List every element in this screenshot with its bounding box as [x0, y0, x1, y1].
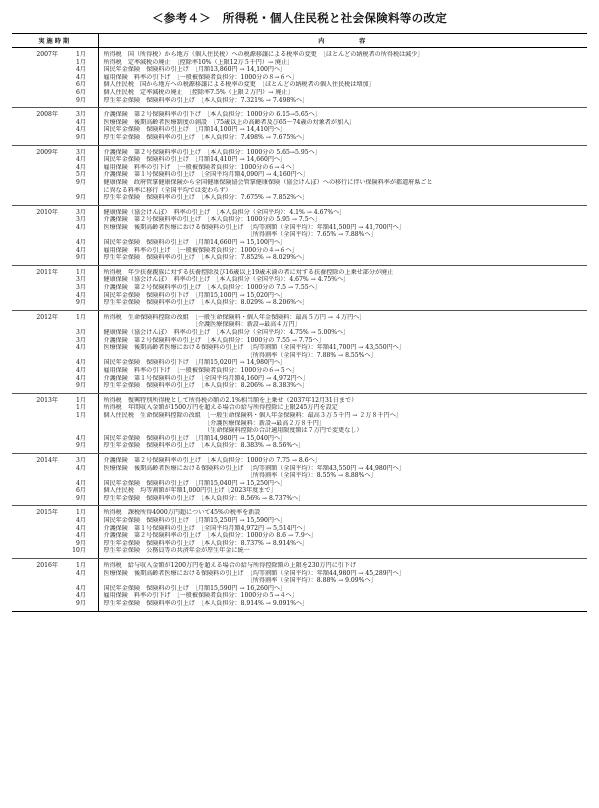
month-label: 6月: [76, 487, 86, 495]
period-cell: [12, 310, 98, 393]
month-label: 3月: [76, 111, 86, 119]
month-label: 4月: [76, 366, 86, 374]
period-line: [12, 224, 98, 232]
year-label: [12, 352, 58, 360]
period-line: [12, 352, 98, 360]
month-label: 9月: [76, 442, 86, 450]
period-cell: [12, 265, 98, 310]
content-line: 雇用保険 料率の引下げ ［一般被保険者負担分：1000分の６→４へ］: [103, 163, 298, 171]
content-cell: [98, 393, 587, 453]
month-label: 4月: [76, 524, 86, 532]
content-line: 介護保険 第１号保険料の引上げ ［全国平均月額4,090円 → 4,160円へ］: [103, 171, 309, 179]
year-label: [12, 420, 58, 428]
period-cell: [12, 453, 98, 506]
month-label: 1月: [76, 58, 86, 66]
month-label: 9月: [76, 96, 86, 104]
content-cell: [98, 310, 587, 393]
year-label: [12, 540, 58, 548]
year-label: [12, 231, 58, 239]
year-label: [12, 427, 58, 435]
content-line: ［所得割率（全国平均）：7.65% → 7.88%へ］: [103, 231, 377, 239]
period-line: [12, 367, 98, 375]
content-line: に異なる料率に移行（全国平均では変わらず）: [103, 186, 232, 194]
year-label: 2008年: [36, 111, 58, 119]
month-label: [58, 321, 86, 329]
content-line: 健康保険（協会けんぽ） 料率の引上げ ［本人負担分（全国平均）：4.75% → 5.00%へ］: [103, 329, 350, 336]
year-label: [12, 284, 58, 292]
content-line: 個人住民税 国から地方への税源移譲による税率の変更 ［ほとんどの納税者の個人住民税は増加］: [103, 81, 375, 89]
month-label: 4月: [76, 569, 86, 577]
content-line: 雇用保険 料率の引下げ ［一般被保険者負担分：1000分の６→５へ］: [103, 366, 298, 374]
month-label: [58, 577, 86, 585]
content-line: 医療保険 後期高齢者医療における保険料の引上げ ［均等割額（全国平均）：年額43,550円 → 44,980円へ］: [103, 464, 405, 472]
month-label: 1月: [76, 51, 86, 58]
year-label: [12, 577, 58, 585]
period-line: [12, 329, 98, 337]
month-label: [58, 427, 86, 435]
year-label: [12, 412, 58, 420]
content-line: 個人住民税 生命保険料控除の改組 ［一般生命保険料・個人年金保険料：最高３万５千円 → ２万８千円へ］: [103, 411, 402, 419]
year-label: [12, 81, 58, 89]
period-line: [12, 314, 98, 322]
content-line: 厚生年金保険 保険料率の引上げ ［本人負担分：7.321% → 7.498%へ］: [103, 96, 309, 104]
period-line: [12, 592, 98, 600]
period-line: [12, 495, 98, 503]
year-label: [12, 367, 58, 375]
period-line: [12, 359, 98, 367]
content-line: ［介護医療保険料：新設→最高２万８千円］: [103, 419, 325, 427]
month-label: 3月: [76, 216, 86, 224]
period-line: [12, 375, 98, 383]
content-line: 個人住民税 均等割額が年額1,000円引上げ［2023年度まで］: [103, 487, 277, 495]
period-line: [12, 156, 98, 164]
month-label: 3月: [76, 148, 86, 156]
period-cell: [12, 205, 98, 265]
content-line: 所得税 年間収入金額が1500万円を超える場合の給与所得控除に上限245万円を設定: [103, 404, 338, 412]
period-line: [12, 465, 98, 473]
year-label: [12, 480, 58, 488]
content-line: 介護保険 第２号保険料率の引上げ ［本人負担分：1000分の 7.5 → 7.55へ］: [103, 284, 321, 292]
month-label: 6月: [76, 81, 86, 89]
year-label: [12, 239, 58, 247]
year-label: [12, 375, 58, 383]
period-line: [12, 276, 98, 284]
period-cell: [12, 559, 98, 612]
period-line: [12, 59, 98, 67]
month-label: 4月: [76, 344, 86, 352]
month-label: 4月: [76, 239, 86, 247]
year-label: [12, 570, 58, 578]
year-label: [12, 134, 58, 142]
period-line: [12, 397, 98, 405]
content-line: （生命保険料控除の合計適用限度額は７万円で変更なし）: [103, 427, 363, 435]
month-label: 6月: [76, 88, 86, 96]
year-label: [12, 247, 58, 255]
content-line: 介護保険 第２号保険料率の引上げ ［本人負担分：1000分の 5.95 → 7.5へ］: [103, 216, 321, 224]
period-line: [12, 111, 98, 119]
content-cell: [98, 145, 587, 205]
year-label: [12, 321, 58, 329]
period-line: [12, 171, 98, 179]
content-line: 厚生年金保険 保険料率の引上げ ［本人負担分：8.56% → 8.737%へ］: [103, 494, 305, 502]
month-label: 10月: [72, 547, 86, 555]
content-line: 介護保険 第２号保険料率の引上げ ［本人負担分：1000分の 7.55 → 7.75へ］: [103, 336, 325, 344]
month-label: 4月: [76, 479, 86, 487]
period-line: [12, 547, 98, 555]
year-label: [12, 216, 58, 224]
month-label: [58, 472, 86, 480]
content-cell: [98, 559, 587, 612]
year-label: 2014年: [36, 456, 58, 464]
month-label: 4月: [76, 374, 86, 382]
period-line: [12, 149, 98, 157]
content-line: 国民年金保険 保険料の引下げ ［月額15,020円 → 14,980円へ］: [103, 359, 287, 367]
content-line: 国民年金保険 保険料の引上げ ［月額13,860円 → 14,100円へ］: [103, 66, 287, 74]
month-label: 4月: [76, 223, 86, 231]
month-label: 4月: [76, 434, 86, 442]
period-line: [12, 570, 98, 578]
period-line: [12, 420, 98, 428]
period-line: [12, 239, 98, 247]
period-line: [12, 487, 98, 495]
content-line: 所得税 定率減税の廃止 ［控除率10%（上限12万５千円）→ 廃止］: [103, 58, 294, 66]
content-line: 個人住民税 定率減税の廃止 ［控除率7.5%（上限２万円）→ 廃止］: [103, 88, 294, 96]
year-label: [12, 156, 58, 164]
month-label: 1月: [76, 411, 86, 419]
year-label: [12, 194, 58, 202]
content-line: 介護保険 第１号保険料の引上げ ［全国平均月額4,160円 → 4,972円へ］: [103, 374, 309, 382]
period-cell: [12, 145, 98, 205]
period-line: [12, 209, 98, 217]
month-label: [58, 231, 86, 239]
month-label: 4月: [76, 291, 86, 299]
month-label: 4月: [76, 118, 86, 126]
year-label: [12, 600, 58, 608]
year-block: [12, 393, 587, 453]
month-label: [58, 352, 86, 360]
month-label: 4月: [76, 126, 86, 134]
year-label: [12, 66, 58, 74]
period-line: [12, 562, 98, 570]
month-label: 3月: [76, 336, 86, 344]
period-line: [12, 509, 98, 517]
month-label: 1月: [76, 562, 86, 570]
period-line: [12, 119, 98, 127]
month-label: 9月: [76, 539, 86, 547]
period-line: [12, 344, 98, 352]
month-label: 1月: [76, 509, 86, 517]
content-line: 介護保険 第２号保険料率の引下げ ［本人負担分：1000分の 6.15→5.65へ］: [103, 111, 321, 119]
year-label: 2007年: [36, 51, 58, 58]
period-line: [12, 231, 98, 239]
month-label: 3月: [76, 284, 86, 292]
year-label: 2011年: [36, 268, 58, 276]
year-label: [12, 89, 58, 97]
year-label: 2016年: [36, 562, 58, 570]
year-label: [12, 126, 58, 134]
period-line: [12, 404, 98, 412]
period-line: [12, 126, 98, 134]
year-label: [12, 442, 58, 450]
period-line: [12, 427, 98, 435]
period-line: [12, 600, 98, 608]
content-line: 所得税 年少扶養親族に対する扶養控除及び16歳以上19歳未満の者に対する扶養控除の上乗せ部分が廃止: [103, 268, 394, 276]
content-line: 厚生年金保険 保険料率の引上げ ［本人負担分：8.914% → 9.091%へ］: [103, 600, 309, 607]
period-line: [12, 194, 98, 202]
year-label: [12, 472, 58, 480]
year-label: 2009年: [36, 148, 58, 156]
year-label: 2013年: [36, 396, 58, 404]
month-label: 3月: [76, 276, 86, 284]
month-label: [58, 420, 86, 428]
year-block: [12, 310, 587, 393]
year-label: [12, 435, 58, 443]
year-label: [12, 404, 58, 412]
year-block: [12, 48, 587, 108]
period-line: [12, 292, 98, 300]
content-line: ［所得割率（全国平均）：8.55% → 8.88%へ］: [103, 472, 377, 480]
content-cell: [98, 453, 587, 506]
content-cell: [98, 108, 587, 145]
period-line: [12, 525, 98, 533]
year-label: [12, 292, 58, 300]
content-line: 国民年金保険 保険料の引上げ ［月額15,250円 → 15,590円へ］: [103, 517, 287, 525]
period-cell: [12, 393, 98, 453]
month-label: 1月: [76, 396, 86, 404]
table-header-row: [12, 34, 587, 48]
content-line: ［所得割率（全国平均）：8.88% → 9.09%へ］: [103, 577, 377, 585]
period-line: [12, 66, 98, 74]
content-line: 厚生年金保険 公務員等の共済年金が厚生年金に統一: [103, 547, 250, 555]
period-line: [12, 134, 98, 142]
period-line: [12, 540, 98, 548]
period-line: [12, 51, 98, 59]
period-line: [12, 532, 98, 540]
month-label: 1月: [76, 313, 86, 321]
month-label: 3月: [76, 208, 86, 216]
month-label: 4月: [76, 246, 86, 254]
year-label: [12, 187, 58, 195]
content-line: 厚生年金保険 保険料率の引上げ ［本人負担分：7.498% → 7.675%へ］: [103, 133, 309, 141]
year-label: [12, 254, 58, 262]
year-block: [12, 265, 587, 310]
year-label: [12, 171, 58, 179]
document-title: ＜参考４＞ 所得税・個人住民税と社会保険料等の改定: [152, 11, 447, 25]
period-cell: [12, 506, 98, 559]
content-line: 健康保険（協会けんぽ） 料率の引上げ ［本人負担分（全国平均）：4.1% → 4.67%へ］: [103, 208, 346, 216]
content-line: ［所得割率（全国平均）：7.88% → 8.55%へ］: [103, 351, 377, 359]
header-period: 実施時期: [12, 34, 98, 48]
content-line: 厚生年金保険 保険料率の引上げ ［本人負担分：7.852% → 8.029%へ］: [103, 254, 309, 262]
year-label: [12, 525, 58, 533]
content-cell: [98, 48, 587, 108]
content-line: 厚生年金保険 保険料率の引上げ ［本人負担分：8.383% → 8.56%へ］: [103, 442, 305, 450]
year-label: [12, 276, 58, 284]
year-block: [12, 145, 587, 205]
month-label: 3月: [76, 456, 86, 464]
content-line: 国民年金保険 保険料の引上げ ［月額14,980円 → 15,040円へ］: [103, 434, 287, 442]
month-label: 5月: [76, 171, 86, 179]
content-line: 健康保険 政府管掌健康保険から全国健康保険協会管掌健康保険（協会けんぽ）への移行に伴い保険料率が都道府県ごと: [103, 178, 433, 186]
content-line: 雇用保険 料率の引下げ ［一般被保険者負担分：1000分の８→６へ］: [103, 73, 298, 81]
month-label: 9月: [76, 382, 86, 390]
period-line: [12, 517, 98, 525]
content-line: 医療保険 後期高齢者医療における保険料の引上げ ［均等割額（全国平均）：年額44,980円 → 45,289円へ］: [103, 569, 405, 577]
period-line: [12, 179, 98, 187]
content-line: 介護保険 第２号保険料率の引上げ ［本人負担分：1000分の 7.75 → 8.6へ］: [103, 456, 321, 464]
content-line: 所得税 国（所得税）から地方（個人住民税）への税源移譲による税率の変更 ［ほとんどの納税者の所得税は減少］: [103, 51, 424, 58]
month-label: 4月: [76, 584, 86, 592]
month-label: 4月: [76, 359, 86, 367]
content-line: 国民年金保険 保険料の引上げ ［月額14,660円 → 15,100円へ］: [103, 239, 287, 247]
period-line: [12, 89, 98, 97]
period-line: [12, 457, 98, 465]
content-line: 国民年金保険 保険料の引上げ ［月額14,100円 → 14,410円へ］: [103, 126, 287, 134]
content-line: 介護保険 第２号保険料率の引上げ ［本人負担分：1000分の 8.6 → 7.9へ］: [103, 532, 317, 540]
year-block: [12, 453, 587, 506]
month-label: 9月: [76, 133, 86, 141]
month-label: 9月: [76, 178, 86, 186]
month-label: 3月: [76, 329, 86, 336]
period-line: [12, 472, 98, 480]
month-label: 4月: [76, 517, 86, 525]
month-label: 4月: [76, 156, 86, 164]
content-line: ［介護医療保険料：新設→最高４万円］: [103, 321, 301, 329]
content-line: 国民年金保険 保険料の引上げ ［月額15,040円 → 15,250円へ］: [103, 479, 287, 487]
content-line: 健康保険（協会けんぽ） 料率の引上げ ［本人負担分（全国平均）：4.67% → 4.75%へ］: [103, 276, 350, 284]
month-label: 4月: [76, 464, 86, 472]
period-line: [12, 321, 98, 329]
year-label: [12, 119, 58, 127]
header-content: 内 容: [98, 34, 587, 48]
month-label: 9月: [76, 254, 86, 262]
content-line: 国民年金保険 保険料の引下げ ［月額15,100円 → 15,020円へ］: [103, 291, 287, 299]
year-block: [12, 205, 587, 265]
content-line: 厚生年金保険 保険料率の引上げ ［本人負担分：8.029% → 8.206%へ］: [103, 299, 309, 307]
period-line: [12, 97, 98, 105]
year-label: 2015年: [36, 509, 58, 517]
year-label: 2012年: [36, 313, 58, 321]
year-block: [12, 506, 587, 559]
period-line: [12, 337, 98, 345]
year-label: [12, 59, 58, 67]
month-label: 1月: [76, 268, 86, 276]
content-line: 所得税 復興特別所得税として所得税の額の2.1%相当額を上乗せ（2037年12月31日まで）: [103, 396, 358, 404]
content-line: 所得税 生命保険料控除の改組 ［一般生命保険料・個人年金保険料：最高５万円 → ４万円へ］: [103, 313, 366, 321]
period-line: [12, 299, 98, 307]
month-label: 1月: [76, 404, 86, 412]
year-label: [12, 74, 58, 82]
content-line: 介護保険 第１号保険料の引上げ ［全国平均月額4,972円 → 5,514円へ］: [103, 524, 309, 532]
period-line: [12, 74, 98, 82]
month-label: [58, 187, 86, 195]
month-label: 9月: [76, 299, 86, 307]
content-line: 医療保険 後期高齢者医療における保険料の引上げ ［均等割額（全国平均）：年額41,500円 → 41,700円へ］: [103, 223, 405, 231]
year-label: [12, 547, 58, 555]
content-line: 医療保険 後期高齢者医療制度の創設 ［75歳以上の高齢者及び65～74歳の対象者が加入］: [103, 118, 356, 126]
period-cell: [12, 108, 98, 145]
period-line: [12, 577, 98, 585]
period-line: [12, 480, 98, 488]
content-line: 厚生年金保険 保険料率の引上げ ［本人負担分：7.675% → 7.852%へ］: [103, 194, 309, 202]
year-label: [12, 487, 58, 495]
period-line: [12, 269, 98, 277]
content-line: 雇用保険 料率の引上げ ［一般被保険者負担分：1000分の４→６へ］: [103, 246, 298, 254]
month-label: 9月: [76, 194, 86, 202]
period-line: [12, 284, 98, 292]
table-body: [12, 48, 587, 612]
year-label: [12, 164, 58, 172]
content-line: 雇用保険 料率の引下げ ［一般被保険者負担分：1000分の５→４へ］: [103, 592, 298, 600]
content-cell: [98, 205, 587, 265]
content-line: 所得税 課税所得4000万円超について45%の税率を新設: [103, 509, 261, 517]
month-label: 9月: [76, 600, 86, 607]
period-line: [12, 187, 98, 195]
year-label: [12, 337, 58, 345]
period-line: [12, 247, 98, 255]
period-line: [12, 442, 98, 450]
content-line: 厚生年金保険 保険料率の引上げ ［本人負担分：8.737% → 8.914%へ］: [103, 539, 309, 547]
period-line: [12, 435, 98, 443]
year-label: 2010年: [36, 208, 58, 216]
content-line: 所得税 給与収入金額が1200万円を超える場合の給与所得控除額の上限を230万円に引下げ: [103, 562, 357, 570]
period-line: [12, 585, 98, 593]
month-label: 4月: [76, 163, 86, 171]
content-line: 医療保険 後期高齢者医療における保険料の引上げ ［均等割額（全国平均）：年額41,700円 → 43,550円へ］: [103, 344, 405, 352]
period-line: [12, 164, 98, 172]
revision-table: [12, 33, 587, 612]
year-block: [12, 559, 587, 612]
year-label: [12, 532, 58, 540]
content-cell: [98, 506, 587, 559]
year-label: [12, 495, 58, 503]
period-line: [12, 382, 98, 390]
period-cell: [12, 48, 98, 108]
year-label: [12, 359, 58, 367]
year-label: [12, 592, 58, 600]
month-label: 4月: [76, 73, 86, 81]
year-label: [12, 97, 58, 105]
year-label: [12, 329, 58, 337]
year-label: [12, 224, 58, 232]
month-label: 9月: [76, 494, 86, 502]
period-line: [12, 216, 98, 224]
month-label: 4月: [76, 592, 86, 600]
period-line: [12, 412, 98, 420]
month-label: 4月: [76, 532, 86, 540]
month-label: 4月: [76, 66, 86, 74]
period-line: [12, 81, 98, 89]
content-line: 国民年金保険 保険料の引上げ ［月額14,410円 → 14,660円へ］: [103, 156, 287, 164]
year-label: [12, 585, 58, 593]
year-label: [12, 382, 58, 390]
content-cell: [98, 265, 587, 310]
year-label: [12, 299, 58, 307]
period-line: [12, 254, 98, 262]
year-label: [12, 465, 58, 473]
content-line: 厚生年金保険 保険料率の引上げ ［本人負担分：8.206% → 8.383%へ］: [103, 382, 309, 390]
year-label: [12, 517, 58, 525]
year-label: [12, 344, 58, 352]
year-label: [12, 179, 58, 187]
content-line: 介護保険 第２号保険料率の引上げ ［本人負担分：1000分の 5.65→5.95へ］: [103, 148, 321, 156]
year-block: [12, 108, 587, 145]
content-line: 国民年金保険 保険料の引上げ ［月額15,590円 → 16,260円へ］: [103, 584, 287, 592]
